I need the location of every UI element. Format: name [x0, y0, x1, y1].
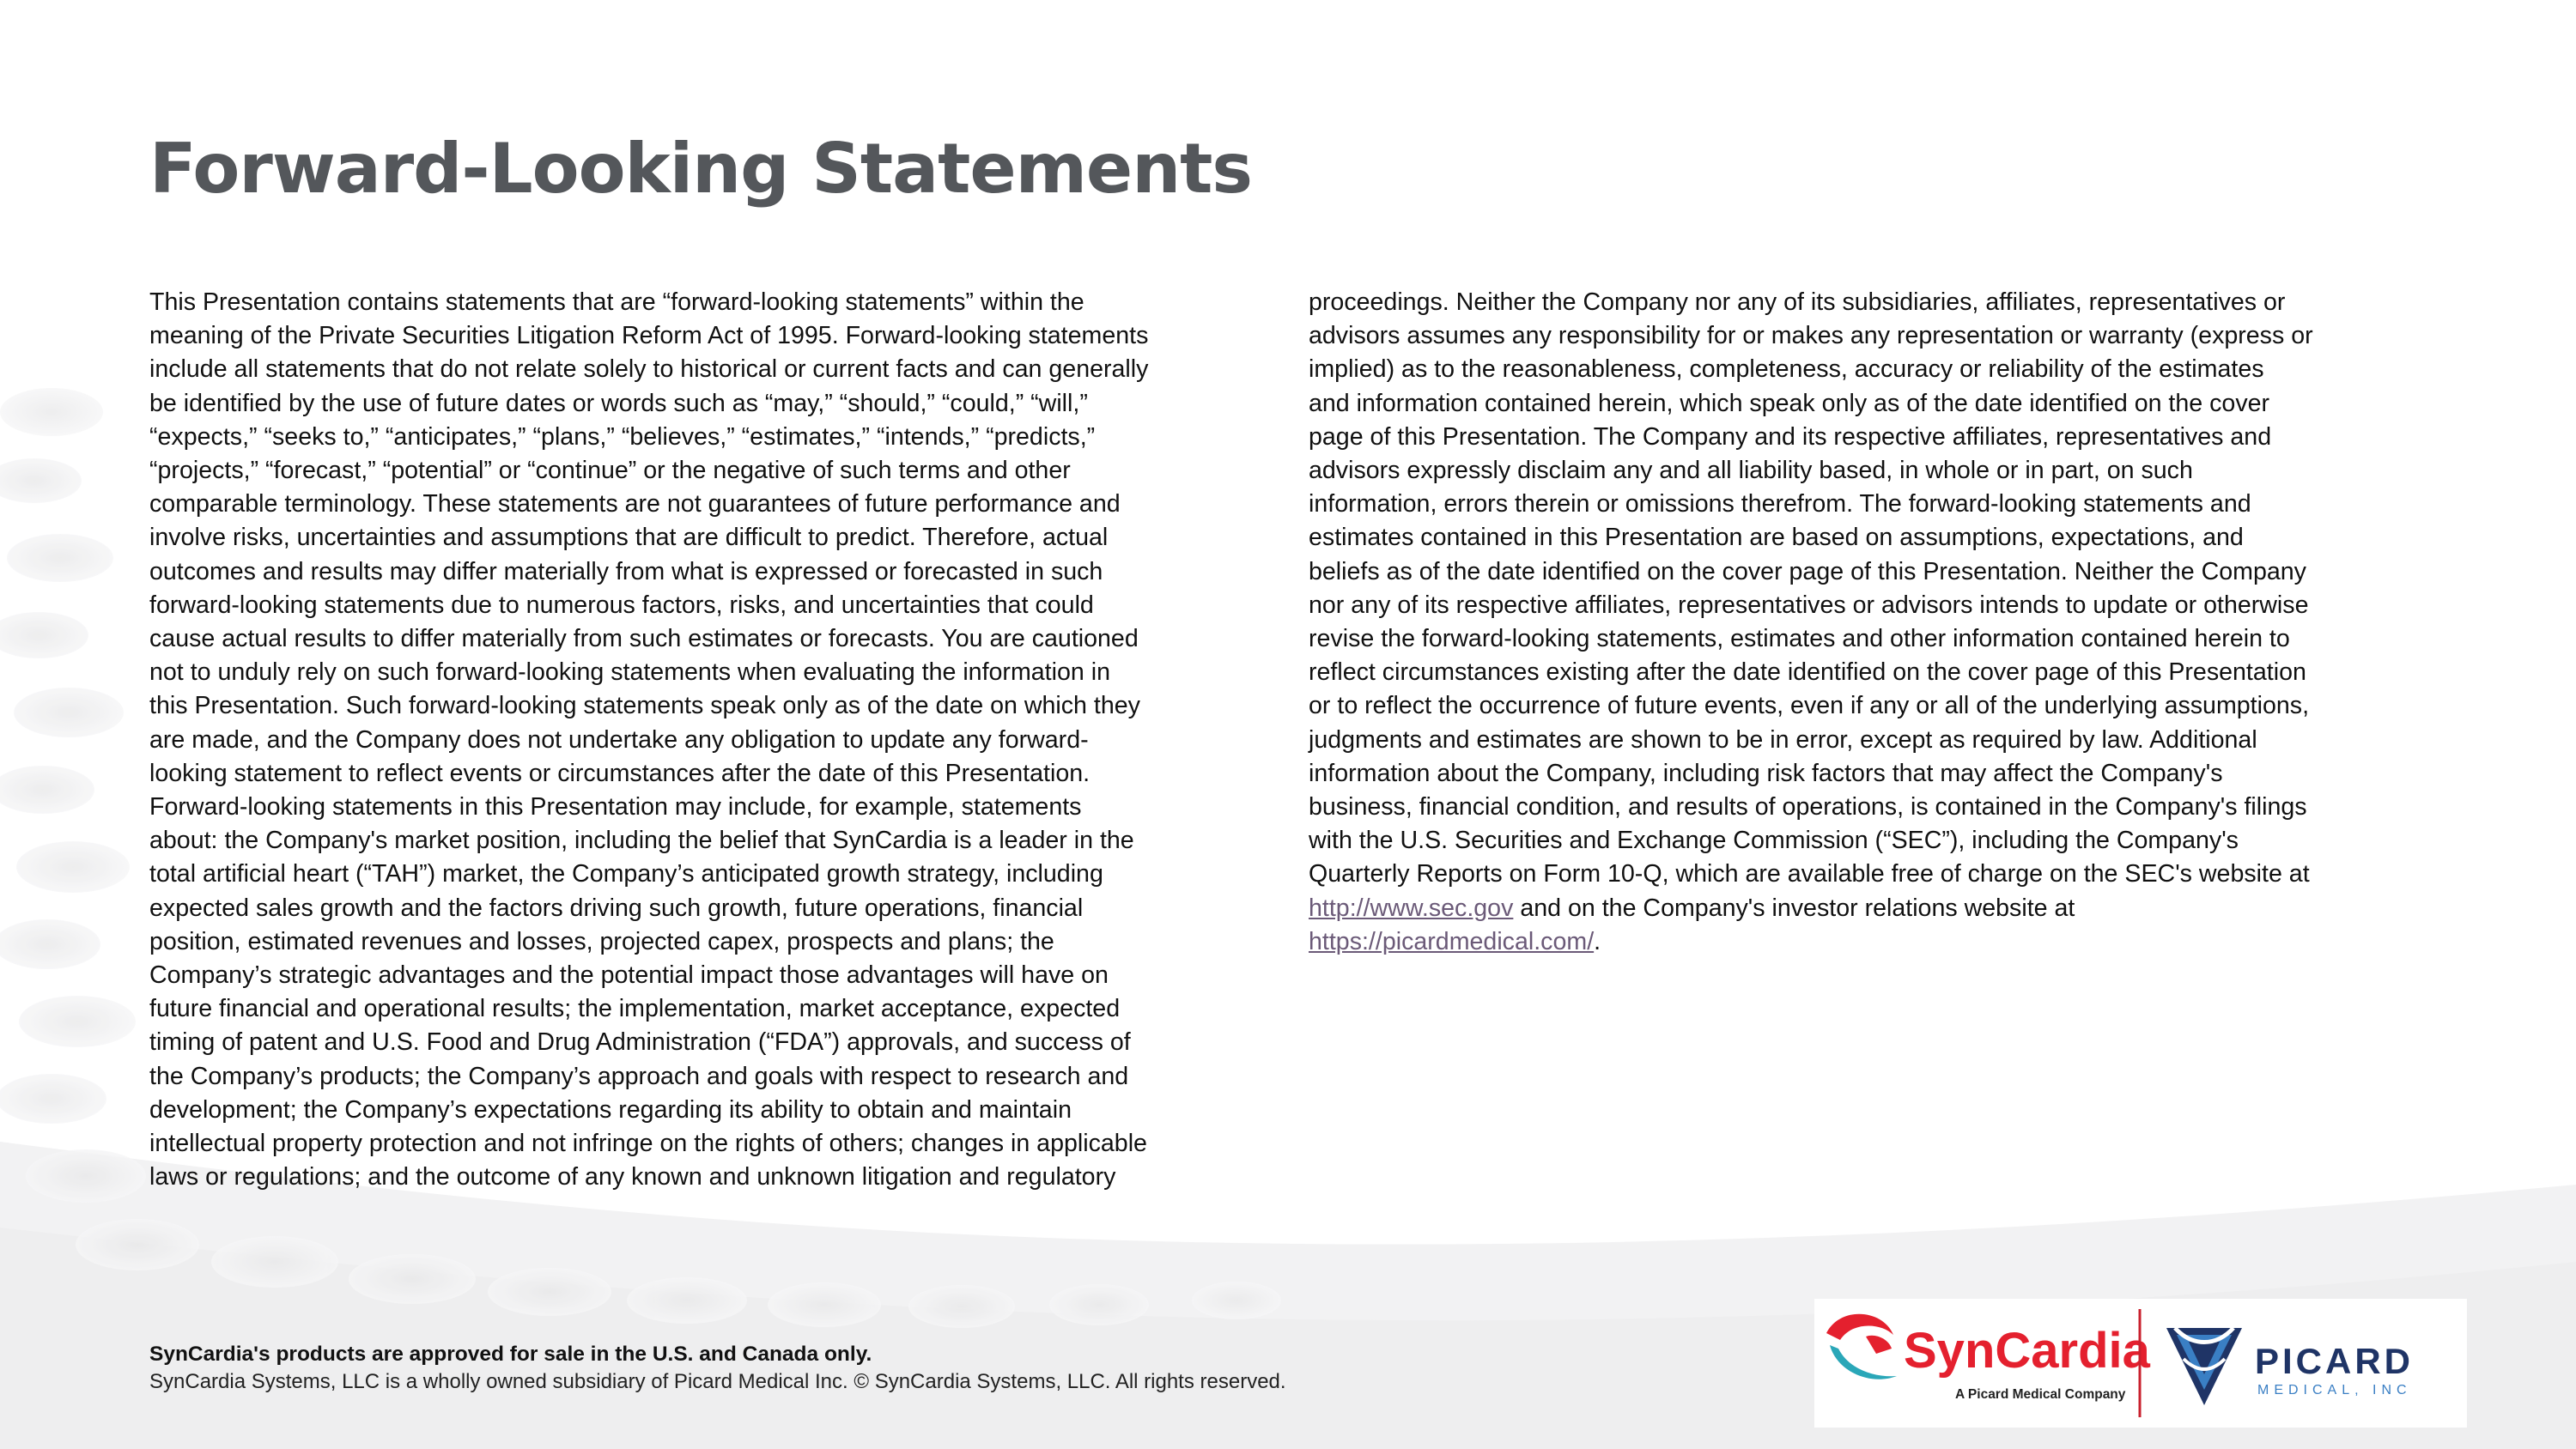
investor-relations-link[interactable]: https://picardmedical.com/ [1309, 927, 1595, 955]
text-line: timing of patent and U.S. Food and Drug Administration (“FDA”) approvals, and success of [149, 1028, 1131, 1057]
text-line: estimates contained in this Presentation are based on assumptions, expectations, and [1309, 524, 2244, 552]
text-line: advisors assumes any responsibility for or makes any representation or warranty (express or [1309, 322, 2313, 350]
text-line: nor any of its respective affiliates, representatives or advisors intends to update or otherwise [1309, 591, 2309, 619]
text-line: forward-looking statements due to numerous factors, risks, and uncertainties that could [149, 591, 1094, 619]
text-line: Company’s strategic advantages and the potential impact those advantages will have on [149, 961, 1109, 990]
company-logos [1814, 1299, 2467, 1428]
text-line: or to reflect the occurrence of future events, even if any or all of the underlying assumptions, [1309, 692, 2310, 720]
text-line: page of this Presentation. The Company and its respective affiliates, representatives and [1309, 422, 2272, 451]
text-line: future financial and operational results; the implementation, market acceptance, expected [149, 995, 1121, 1023]
sec-website-link[interactable]: http://www.sec.gov [1309, 894, 1514, 922]
left-column-text [149, 286, 1283, 1194]
text-line: intellectual property protection and not infringe on the rights of others; changes in applicable [149, 1130, 1147, 1158]
right-column-text [1309, 286, 2442, 959]
text-line-with-link [1309, 892, 2442, 925]
sec-link-suffix: and on the Company's investor relations website at [1513, 894, 2075, 922]
text-line: advisors expressly disclaim any and all liability based, in whole or in part, on such [1309, 457, 2193, 485]
text-line: expected sales growth and the factors driving such growth, future operations, financial [149, 894, 1084, 922]
text-line: laws or regulations; and the outcome of any known and unknown litigation and regulatory [149, 1163, 1116, 1191]
syncardia-tagline: A Picard Medical Company [1955, 1387, 2126, 1402]
text-line: and information contained herein, which speak only as of the date identified on the cover [1309, 389, 2270, 417]
syncardia-heart-icon [1826, 1314, 1897, 1379]
text-line: total artificial heart (“TAH”) market, the Company’s anticipated growth strategy, including [149, 860, 1103, 888]
picard-subtext: MEDICAL, INC [2257, 1383, 2412, 1397]
text-line: development; the Company’s expectations regarding its ability to obtain and maintain [149, 1095, 1072, 1124]
text-line: the Company’s products; the Company’s approach and goals with respect to research and [149, 1062, 1129, 1090]
text-line: information about the Company, including risk factors that may affect the Company's [1309, 759, 2223, 787]
text-line-with-link [1309, 925, 2442, 959]
text-line: Forward-looking statements in this Presentation may include, for example, statements [149, 793, 1082, 822]
text-line: beliefs as of the date identified on the cover page of this Presentation. Neither the Company [1309, 557, 2306, 585]
text-line: with the U.S. Securities and Exchange Commission (“SEC”), including the Company's [1309, 827, 2239, 855]
text-line: revise the forward-looking statements, estimates and other information contained herein to [1309, 625, 2290, 653]
syncardia-wordmark: SynCardia [1904, 1323, 2150, 1379]
picard-wordmark: PICARD [2255, 1341, 2415, 1381]
text-line: “expects,” “seeks to,” “anticipates,” “plans,” “believes,” “estimates,” “intends,” “predicts,” [149, 422, 1096, 451]
text-line: cause actual results to differ materially from such estimates or forecasts. You are cautioned [149, 625, 1139, 653]
text-line: involve risks, uncertainties and assumptions that are difficult to predict. Therefore, actual [149, 524, 1109, 552]
text-line: judgments and estimates are shown to be in error, except as required by law. Additional [1309, 725, 2257, 754]
page-title: Forward-Looking Statements [149, 129, 1252, 209]
text-line: not to unduly rely on such forward-looking statements when evaluating the information in [149, 658, 1110, 687]
text-line: about: the Company's market position, including the belief that SynCardia is a leader in the [149, 827, 1134, 855]
ir-link-suffix: . [1594, 927, 1601, 955]
text-line: position, estimated revenues and losses, projected capex, prospects and plans; the [149, 927, 1054, 955]
text-line: outcomes and results may differ materially from what is expressed or forecasted in such [149, 557, 1103, 585]
text-line: comparable terminology. These statements are not guarantees of future performance and [149, 490, 1121, 518]
picard-emblem-icon [2166, 1328, 2242, 1405]
text-line: implied) as to the reasonableness, completeness, accuracy or reliability of the estimates [1309, 355, 2264, 384]
text-line: proceedings. Neither the Company nor any of its subsidiaries, affiliates, representatives or [1309, 288, 2286, 316]
text-line: this Presentation. Such forward-looking statements speak only as of the date on which they [149, 692, 1140, 720]
text-line: are made, and the Company does not undertake any obligation to update any forward- [149, 725, 1089, 754]
text-line: be identified by the use of future dates or words such as “may,” “should,” “could,” “will,” [149, 389, 1088, 417]
footer-approval-note: SynCardia's products are approved for sale in the U.S. and Canada only. [149, 1343, 872, 1366]
text-line: information, errors therein or omissions therefrom. The forward-looking statements and [1309, 490, 2251, 518]
text-line: reflect circumstances existing after the date identified on the cover page of this Presentation [1309, 658, 2306, 687]
text-line: This Presentation contains statements that are “forward-looking statements” within the [149, 288, 1084, 316]
text-line: Quarterly Reports on Form 10-Q, which are available free of charge on the SEC's website at [1309, 860, 2310, 888]
footer-copyright: SynCardia Systems, LLC is a wholly owned subsidiary of Picard Medical Inc. © SynCardia Systems, LLC. All rights reserved. [149, 1370, 1286, 1393]
text-line: “projects,” “forecast,” “potential” or “continue” or the negative of such terms and other [149, 457, 1071, 485]
text-line: meaning of the Private Securities Litigation Reform Act of 1995. Forward-looking statements [149, 322, 1149, 350]
text-line: include all statements that do not relate solely to historical or current facts and can generally [149, 355, 1149, 384]
text-line: looking statement to reflect events or circumstances after the date of this Presentation. [149, 759, 1091, 787]
text-line: business, financial condition, and results of operations, is contained in the Company's filings [1309, 793, 2307, 822]
